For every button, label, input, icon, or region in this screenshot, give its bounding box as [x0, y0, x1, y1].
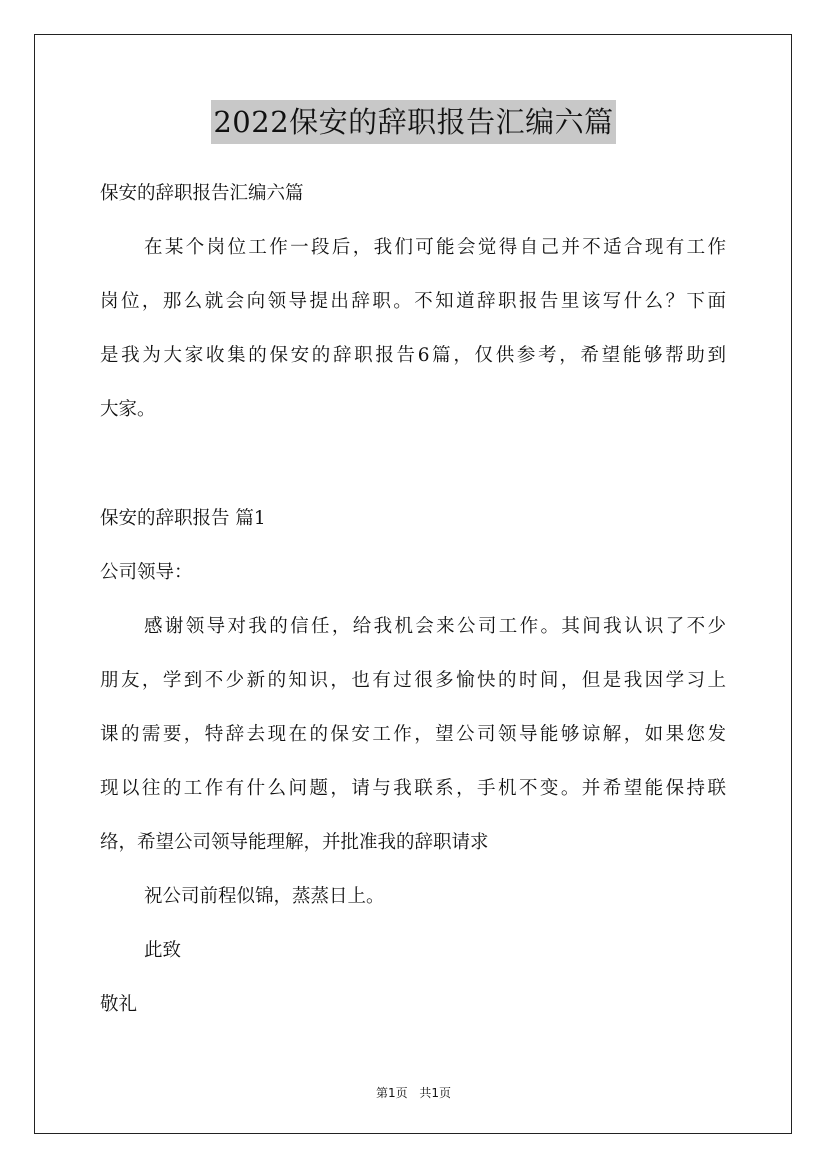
intro-line-2: 岗位，那么就会向领导提出辞职。不知道辞职报告里该写什么？下面 — [100, 291, 726, 312]
body-line-5: 络，希望公司领导能理解，并批准我的辞职请求 — [100, 832, 489, 853]
salutation: 公司领导： — [100, 562, 193, 583]
title-container — [0, 100, 827, 144]
page-footer — [0, 1084, 827, 1101]
subtitle: 保安的辞职报告汇编六篇 — [100, 183, 304, 204]
body-line-4: 现以往的工作有什么问题，请与我联系，手机不变。并希望能保持联 — [100, 778, 726, 799]
page-total: 共1页 — [419, 1086, 452, 1100]
intro-line-4: 大家。 — [100, 399, 156, 420]
closing-line-1: 此致 — [144, 940, 182, 961]
intro-line-1: 在某个岗位工作一段后，我们可能会觉得自己并不适合现有工作 — [144, 237, 726, 258]
section-heading: 保安的辞职报告 篇1 — [100, 508, 266, 529]
intro-line-3: 是我为大家收集的保安的辞职报告6篇，仅供参考，希望能够帮助到 — [100, 345, 726, 366]
body-line-2: 朋友，学到不少新的知识，也有过很多愉快的时间，但是我因学习上 — [100, 670, 726, 691]
wish-line: 祝公司前程似锦，蒸蒸日上。 — [144, 886, 385, 907]
document-title: 2022保安的辞职报告汇编六篇 — [211, 100, 615, 144]
body-line-1: 感谢领导对我的信任，给我机会来公司工作。其间我认识了不少 — [144, 616, 726, 637]
body-line-3: 课的需要，特辞去现在的保安工作，望公司领导能够谅解，如果您发 — [100, 724, 726, 745]
page-number: 第1页 — [375, 1086, 408, 1100]
closing-line-2: 敬礼 — [100, 994, 138, 1015]
